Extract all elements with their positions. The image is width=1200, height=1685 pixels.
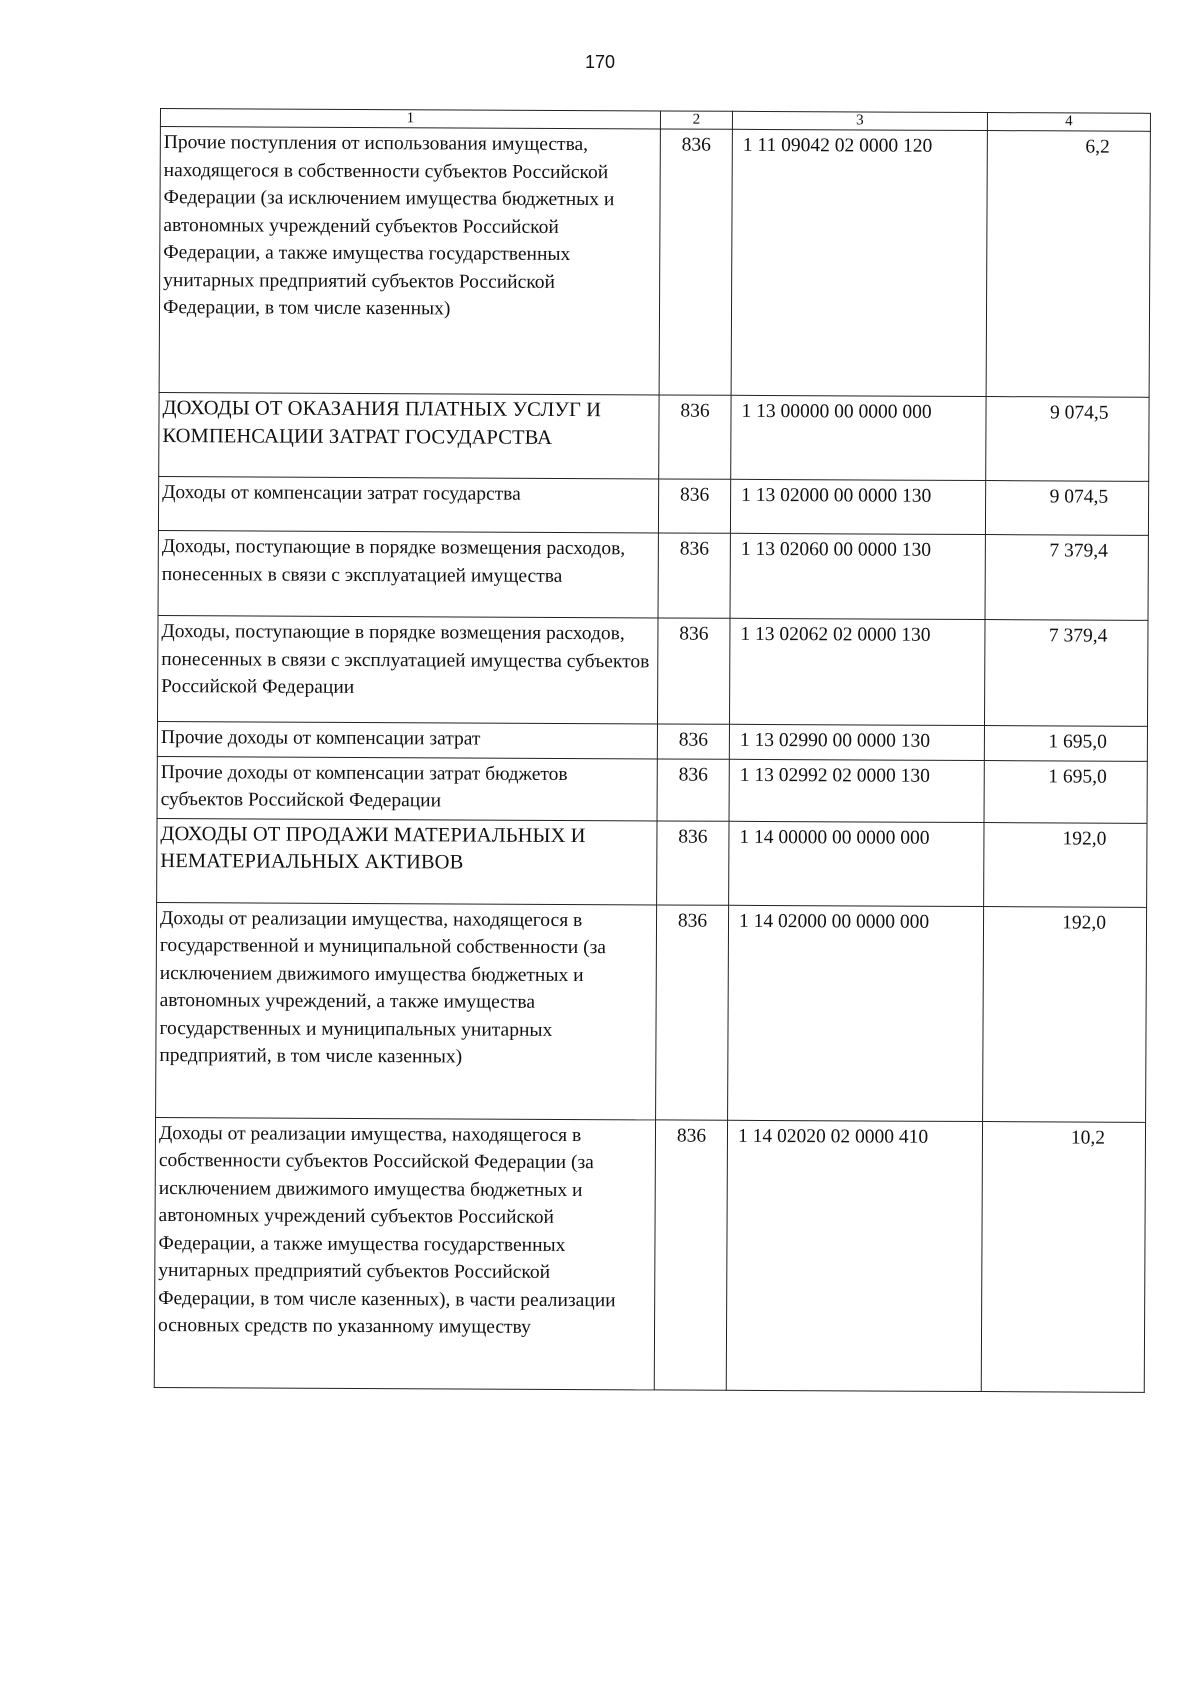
revenue-name-cell: Доходы от реализации имущества, находящегося в государственной и муниципальной собственности (за исключением движимого имущества бюджетных и автономных учреждений, а также имущества государственных и муниципальных унитарных предприятий, в том числе казенных) [156,902,657,1119]
admin-code-cell: 836 [656,904,729,1119]
table-row [157,756,1147,823]
amount-cell: 7 379,4 [985,535,1148,621]
revenue-name-cell: ДОХОДЫ ОТ ОКАЗАНИЯ ПЛАТНЫХ УСЛУГ И КОМПЕНСАЦИИ ЗАТРАТ ГОСУДАРСТВА [159,392,659,478]
amount-cell: 192,0 [984,822,1147,907]
table-row [159,127,1150,398]
table-row [157,818,1147,907]
table-row [158,476,1148,535]
table-row [159,392,1149,481]
admin-code-cell: 836 [658,533,730,618]
header-col-3: 3 [732,111,987,130]
amount-cell: 6,2 [986,131,1150,398]
budget-code-cell: 1 14 00000 00 0000 000 [729,821,984,906]
budget-code-cell: 1 13 02992 02 0000 130 [729,759,984,822]
admin-code-cell: 836 [657,724,729,759]
admin-code-cell: 836 [657,758,729,820]
table-row [156,902,1147,1122]
revenue-name-cell: Прочие доходы от компенсации затрат [157,721,657,758]
header-col-1: 1 [160,109,660,129]
admin-code-cell: 836 [658,479,730,533]
amount-cell: 192,0 [983,906,1147,1122]
revenue-name-cell: Прочие поступления от использования имущества, находящегося в собственности субъектов Российской Федерации (за исключением имущества бюджетных и автономных учреждений субъектов Российской Федерации, а также имущества государственных унитарных предприятий субъектов Российской Федерации, в том числе казенных) [159,127,660,395]
budget-code-cell: 1 13 02990 00 0000 130 [729,724,984,760]
budget-code-cell: 1 14 02000 00 0000 000 [728,905,984,1121]
revenue-name-cell: Доходы от компенсации затрат государства [158,476,658,532]
revenue-table [154,108,1151,1392]
table-row [158,530,1148,620]
budget-code-cell: 1 13 02060 00 0000 130 [730,533,985,619]
revenue-table-wrapper [154,108,1151,1392]
revenue-name-cell: ДОХОДЫ ОТ ПРОДАЖИ МАТЕРИАЛЬНЫХ И НЕМАТЕРИАЛЬНЫХ АКТИВОВ [157,818,657,904]
revenue-name-cell: Доходы от реализации имущества, находящегося в собственности субъектов Российской Федерации (за исключением движимого имущества бюджетных и автономных учреждений субъектов Российской Федерации, а также имущества государственных унитарных предприятий субъектов Российской Федерации, в том числе казенных), в части реализации основных средств по указанному имуществу [154,1117,655,1389]
amount-cell: 1 695,0 [984,760,1147,823]
budget-code-cell: 1 13 02000 00 0000 130 [730,479,985,534]
budget-code-cell: 1 14 02020 02 0000 410 [726,1120,982,1391]
table-row [154,1117,1145,1392]
amount-cell: 9 074,5 [986,397,1149,482]
budget-code-cell: 1 11 09042 02 0000 120 [731,129,987,396]
revenue-name-cell: Доходы, поступающие в порядке возмещения расходов, понесенных в связи с эксплуатацией имущества субъектов Российской Федерации [158,615,659,723]
admin-code-cell: 836 [657,820,729,904]
table-row [157,721,1147,760]
admin-code-cell: 836 [654,1119,727,1389]
header-col-4: 4 [987,113,1150,132]
header-col-2: 2 [660,111,732,129]
amount-cell: 10,2 [981,1121,1145,1392]
admin-code-cell: 836 [657,618,730,724]
budget-code-cell: 1 13 00000 00 0000 000 [731,395,986,480]
amount-cell: 9 074,5 [985,481,1148,536]
amount-cell: 1 695,0 [984,726,1147,761]
revenue-name-cell: Прочие доходы от компенсации затрат бюджетов субъектов Российской Федерации [157,756,657,820]
budget-code-cell: 1 13 02062 02 0000 130 [729,618,985,725]
revenue-name-cell: Доходы, поступающие в порядке возмещения расходов, понесенных в связи с эксплуатацией имущества [158,530,658,617]
amount-cell: 7 379,4 [984,620,1148,727]
table-row [158,615,1149,726]
page-number: 170 [584,52,616,72]
admin-code-cell: 836 [659,395,731,479]
admin-code-cell: 836 [659,129,732,395]
